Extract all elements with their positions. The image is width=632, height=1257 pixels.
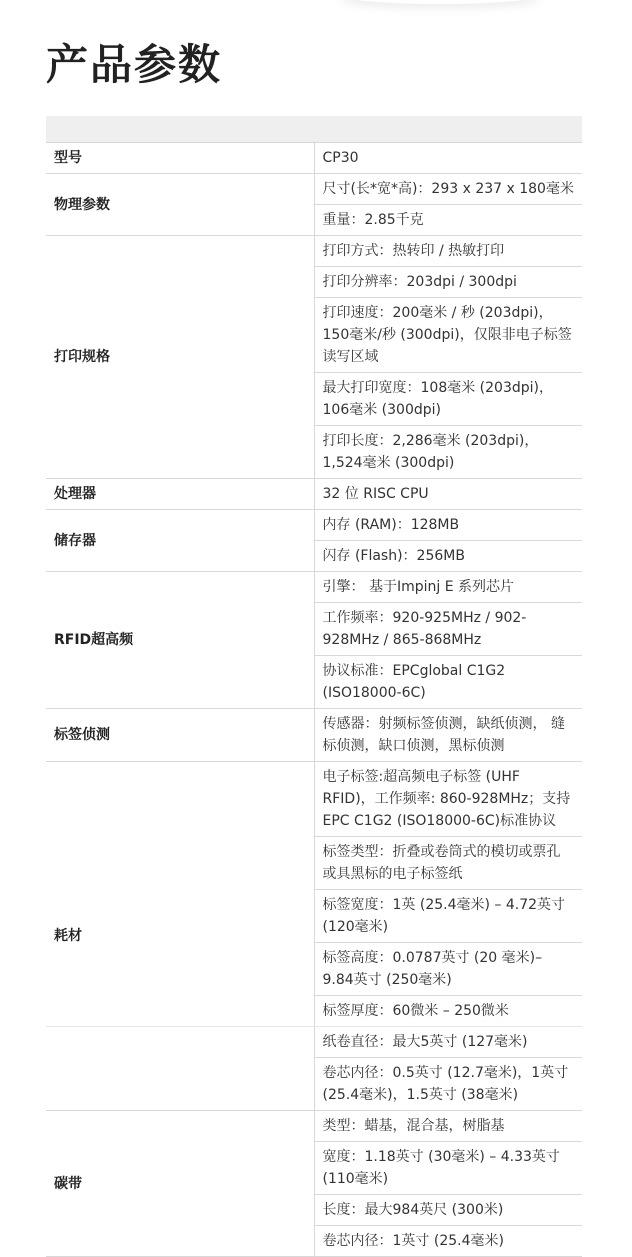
- table-row: [46, 143, 582, 174]
- spec-category: 型号: [46, 143, 314, 174]
- spec-value: 标签厚度：60微米 – 250微米: [314, 996, 582, 1027]
- table-row: [46, 174, 582, 205]
- spec-category: 储存器: [46, 510, 314, 572]
- top-decoration: [340, 0, 540, 4]
- specs-table-body: [46, 116, 582, 1257]
- spec-value: 打印速度：200毫米 / 秒 (203dpi)，150毫米/秒 (300dpi)，仅限非电子标签读写区域: [314, 298, 582, 373]
- spec-value: 打印长度：2,286毫米 (203dpi)，1,524毫米 (300dpi): [314, 426, 582, 479]
- spec-category: 耗材: [46, 762, 314, 1111]
- spec-value: 工作频率：920-925MHz / 902-928MHz / 865-868MHz: [314, 603, 582, 656]
- spec-value: 尺寸(长*宽*高)：293 x 237 x 180毫米: [314, 174, 582, 205]
- spec-value: 类型：蜡基，混合基，树脂基: [314, 1111, 582, 1142]
- table-row: [46, 510, 582, 541]
- spec-value: 标签高度：0.0787英寸 (20 毫米)– 9.84英寸 (250毫米): [314, 943, 582, 996]
- spec-category: 处理器: [46, 479, 314, 510]
- spec-value: 32 位 RISC CPU: [314, 479, 582, 510]
- table-row: [46, 572, 582, 603]
- spec-value: 纸卷直径：最大5英寸 (127毫米): [314, 1027, 582, 1058]
- spec-value: 最大打印宽度：108毫米 (203dpi)，106毫米 (300dpi): [314, 373, 582, 426]
- table-row: [46, 236, 582, 267]
- spec-value: 长度：最大984英尺 (300米): [314, 1195, 582, 1226]
- spec-value: 标签类型：折叠或卷筒式的模切或票孔或具黑标的电子标签纸: [314, 837, 582, 890]
- page-title: 产品参数: [46, 40, 223, 89]
- table-header-cell: [46, 116, 582, 143]
- spec-value: 宽度：1.18英寸 (30毫米) – 4.33英寸 (110毫米): [314, 1142, 582, 1195]
- spec-value: 标签宽度：1英 (25.4毫米) – 4.72英寸 (120毫米): [314, 890, 582, 943]
- bottom-divider: [46, 1026, 582, 1027]
- spec-category: RFID超高频: [46, 572, 314, 709]
- table-row: [46, 1111, 582, 1142]
- spec-value: 电子标签:超高频电子标签 (UHF RFID)，工作频率: 860-928MHz；支持EPC C1G2 (ISO18000-6C)标准协议: [314, 762, 582, 837]
- spec-category: 碳带: [46, 1111, 314, 1257]
- table-header-bar: [46, 116, 582, 143]
- spec-value: 卷芯内径：0.5英寸 (12.7毫米)，1英寸 (25.4毫米)，1.5英寸 (38毫米): [314, 1058, 582, 1111]
- spec-category: 物理参数: [46, 174, 314, 236]
- spec-category: 标签侦测: [46, 709, 314, 762]
- spec-value: 传感器：射频标签侦测，缺纸侦测， 缝标侦测，缺口侦测，黑标侦测: [314, 709, 582, 762]
- spec-value: 重量：2.85千克: [314, 205, 582, 236]
- spec-value: 卷芯内径：1英寸 (25.4毫米): [314, 1226, 582, 1257]
- spec-value: 协议标准：EPCglobal C1G2 (ISO18000-6C): [314, 656, 582, 709]
- table-row: [46, 709, 582, 762]
- spec-value: 打印分辨率：203dpi / 300dpi: [314, 267, 582, 298]
- specs-table: [46, 116, 582, 1257]
- spec-category: 打印规格: [46, 236, 314, 479]
- spec-value: 打印方式：热转印 / 热敏打印: [314, 236, 582, 267]
- table-row: [46, 762, 582, 837]
- spec-value: 内存 (RAM)：128MB: [314, 510, 582, 541]
- table-row: [46, 479, 582, 510]
- spec-value: 闪存 (Flash)：256MB: [314, 541, 582, 572]
- spec-value: CP30: [314, 143, 582, 174]
- spec-value: 引擎： 基于Impinj E 系列芯片: [314, 572, 582, 603]
